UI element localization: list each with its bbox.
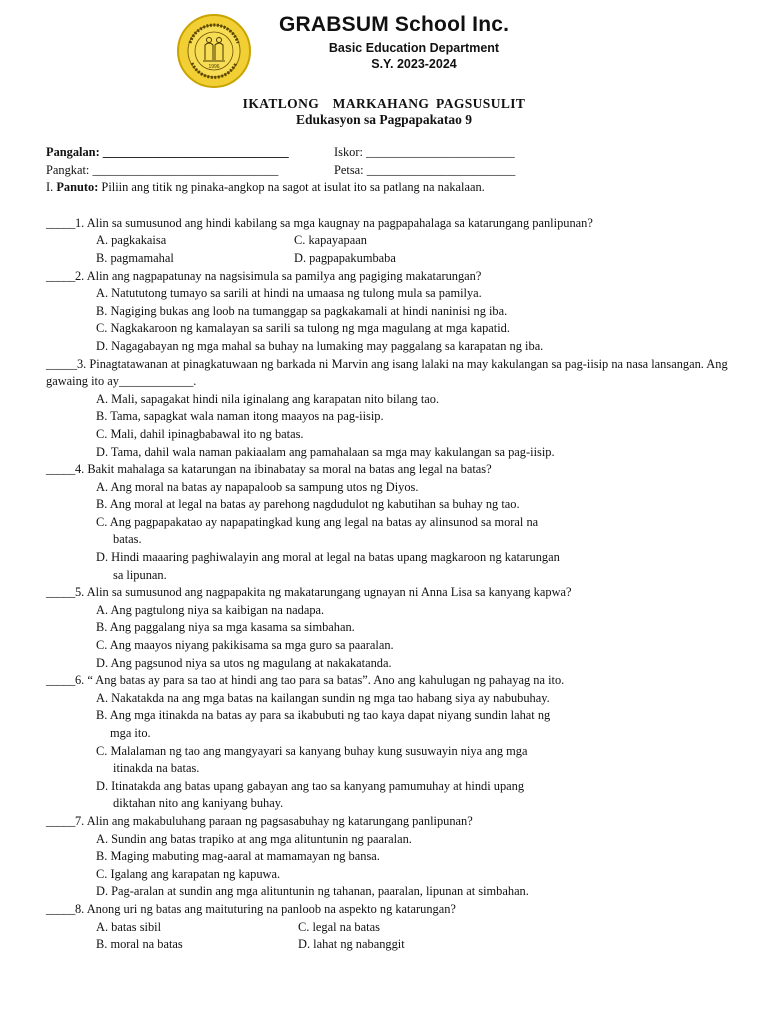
instructions: I. Panuto: Piliin ang titik ng pinaka-angkop na sagot at isulat ito sa patlang na nakalaan. [46,180,485,195]
answer-blank[interactable]: _____ [46,462,75,477]
option-a: A. Mali, sapagakat hindi nila iginalang ang karapatan nito bilang tao. [96,391,440,406]
option-row [46,250,736,268]
option-c: C. Malalaman ng tao ang mangyayari sa kanyang buhay kung susuwayin niya ang mga itinakda na batas. [96,743,528,776]
option-b: B. Tama, sapagkat wala naman itong maayos na pag-iisip. [96,409,384,424]
option-b: B. Ang mga itinakda na batas ay para sa ikabubuti ng tao kaya dapat niyang sundin lahat ng mga ito. [96,708,551,740]
answer-blank[interactable]: _____ [46,585,75,600]
question-6: _____6. “ Ang batas ay para sa tao at hindi ang tao para sa batas”. Ano ang kahulugan ng pahayag na ito. [46,673,565,688]
option-b: B. Maging mabuting mag-aaral at mamamayan ng bansa. [96,849,380,864]
option-b: B. Ang paggalang niya sa mga kasama sa simbahan. [96,620,355,635]
document-header [0,0,768,90]
question-5: _____5. Alin sa sumusunod ang nagpapakita ng makatarungang ugnayan ni Anna Lisa sa kanyang kapwa? [46,585,572,600]
section-field[interactable]: Pangkat: ______________________________ [46,162,279,177]
option-a: A. pagkakaisa [96,233,167,248]
school-year: S.Y. 2023-2024 [371,57,457,71]
option-b: B. Ang moral at legal na batas ay parehong nagdudulot ng kabutihan sa buhay ng tao. [96,497,520,512]
option-c: C. Igalang ang karapatan ng kapuwa. [96,866,281,881]
svg-text:1996: 1996 [208,64,220,70]
option-a: A. Sundin ang batas trapiko at ang mga alituntunin ng paaralan. [96,831,412,846]
exam-subtitle: Edukasyon sa Pagpapakatao 9 [296,112,472,127]
option-row [46,919,736,937]
student-fields-row-1 [46,144,736,162]
answer-blank[interactable]: _____ [46,813,75,828]
name-field[interactable]: Pangalan: ______________________________ [46,145,289,159]
option-a: A. Ang pagtulong niya sa kaibigan na nadapa. [96,602,325,617]
option-row [46,936,736,954]
option-d: D. lahat ng nabanggit [298,937,405,952]
question-1: _____1. Alin sa sumusunod ang hindi kabilang sa mga kaugnay na pagpapahalaga sa katarungang panlipunan? [46,215,593,230]
department-name: Basic Education Department [328,41,500,55]
score-field[interactable]: Iskor: ________________________ [334,145,515,159]
option-a: A. Ang moral na batas ay napapaloob sa sampung utos ng Diyos. [96,479,419,494]
option-d: D. Tama, dahil wala naman pakiaalam ang pamahalaan sa mga may kakulangan sa pag-iisip. [96,444,555,459]
question-2: _____2. Alin ang nagpapatunay na nagsisimula sa pamilya ang pagiging makatarungan? [46,268,482,283]
answer-blank[interactable]: _____ [46,356,77,371]
answer-blank[interactable]: _____ [46,901,75,916]
exam-title: IKATLONG MARKAHANG PAGSUSULIT [242,96,526,111]
option-c: C. Nagkakaroon ng kamalayan sa sarili sa tulong ng mga magulang at mga kapatid. [96,321,510,336]
option-row [46,232,736,250]
option-c: C. legal na batas [298,919,380,934]
option-c: C. Ang maayos niyang pakikisama sa mga guro sa paaralan. [96,638,394,653]
option-d: D. Pag-aralan at sundin ang mga alituntunin ng tahanan, paaralan, lipunan at simbahan. [96,884,529,899]
answer-blank[interactable]: _____ [46,215,75,230]
option-c: C. Mali, dahil ipinagbabawal ito ng batas. [96,426,304,441]
option-d: D. Itinatakda ang batas upang gabayan ang tao sa kanyang pamumuhay at hindi upang diktahan nito ang kaniyang buhay. [96,778,525,811]
option-c: C. Ang pagpapakatao ay napapatingkad kung ang legal na batas ay alinsunod sa moral na batas. [96,514,539,547]
option-b: B. pagmamahal [96,250,174,265]
option-d: D. Nagagabayan ng mga mahal sa buhay na lumaking may paggalang sa karapatan ng iba. [96,338,544,353]
student-fields-row-2 [46,162,736,180]
option-a: A. batas sibil [96,919,162,934]
option-d: D. pagpapakumbaba [294,250,396,265]
instructions-text: Piliin ang titik ng pinaka-angkop na sagot at isulat ito sa patlang na nakalaan. [98,180,485,195]
school-seal-logo [176,13,252,89]
question-7: _____7. Alin ang makabuluhang paraan ng pagsasabuhay ng katarungang panlipunan? [46,813,473,828]
answer-blank[interactable]: _____ [46,673,75,688]
option-b: B. moral na batas [96,937,183,952]
option-d: D. Ang pagsunod niya sa utos ng magulang at nakakatanda. [96,655,392,670]
question-8: _____8. Anong uri ng batas ang maituturing na panloob na aspekto ng katarungan? [46,901,456,916]
option-b: B. Nagiging bukas ang loob na tumanggap sa pagkakamali at hindi naninisi ng iba. [96,303,508,318]
option-c: C. kapayapaan [294,233,367,248]
option-a: A. Natututong tumayo sa sarili at hindi na umaasa ng tulong mula sa pamilya. [96,286,482,301]
exam-content [46,144,736,954]
date-field[interactable]: Petsa: ________________________ [334,162,516,177]
option-a: A. Nakatakda na ang mga batas na kailangan sundin ng mga tao habang siya ay nabubuhay. [96,690,550,705]
option-d: D. Hindi maaaring paghiwalayin ang moral at legal na batas upang magkaroon ng katarungan sa lipunan. [96,550,560,582]
instructions-label: Panuto: [56,180,99,195]
answer-blank[interactable]: _____ [46,268,75,283]
school-name: GRABSUM School Inc. [279,13,510,36]
question-3: _____3. Pinagtatawanan at pinagkatuwaan ng barkada ni Marvin ang isang lalaki na may kakulangan sa pag-iisip na nasa lansangan. Ang gawaing ito ay____________. [46,356,728,389]
question-4: _____4. Bakit mahalaga sa katarungan na ibinabatay sa moral na batas ang legal na batas? [46,462,492,477]
